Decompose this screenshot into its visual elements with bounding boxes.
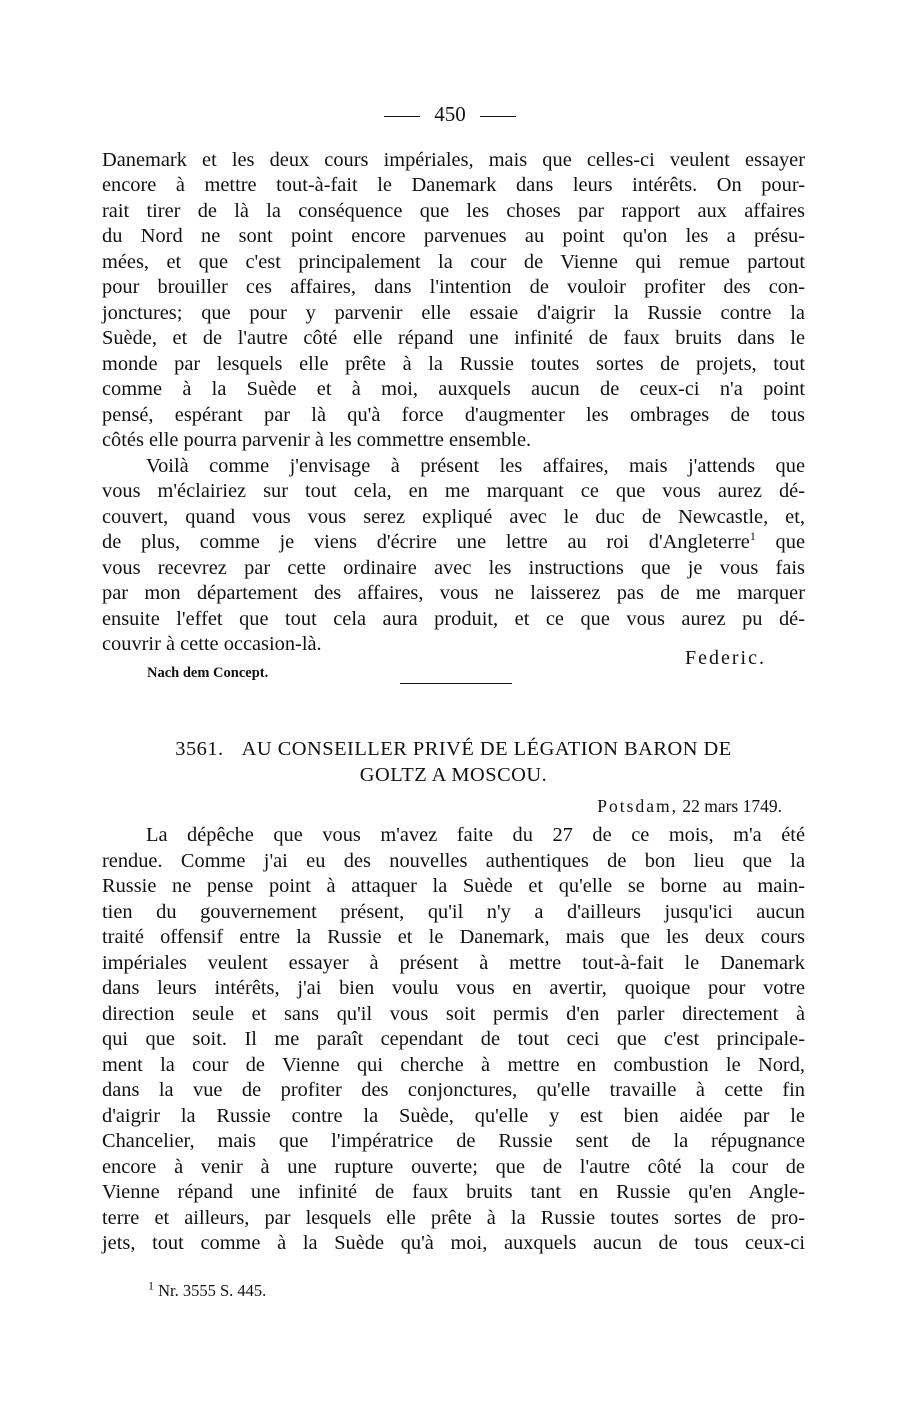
body-line: Russie ne pense point à attaquer la Suède et qu'elle se borne au main- bbox=[102, 875, 805, 897]
body-line: impériales veulent essayer à présent à mettre tout-à-fait le Danemark bbox=[102, 952, 805, 974]
page-number: 450 bbox=[434, 102, 466, 126]
body-line: dans la vue de profiter des conjonctures, qu'elle travaille à cette fin bbox=[102, 1079, 805, 1101]
dateline-place: Potsdam, bbox=[597, 796, 678, 816]
body-line: du Nord ne sont point encore parvenues au point qu'on les a présu- bbox=[102, 225, 805, 247]
body-line: Danemark et les deux cours impériales, mais que celles-ci veulent essayer bbox=[102, 149, 805, 171]
body-line-with-footnote-ref bbox=[102, 530, 805, 556]
body-line: qui que soit. Il me paraît cependant de tout ceci que c'est principale- bbox=[102, 1028, 805, 1050]
footnote-reference: 1 bbox=[749, 529, 756, 544]
body-line: côtés elle pourra parvenir à les commettre ensemble. bbox=[102, 429, 532, 451]
body-line: par mon département des affaires, vous ne laisserez pas de me marquer bbox=[102, 582, 805, 604]
body-line: traité offensif entre la Russie et le Danemark, mais que les deux cours bbox=[102, 926, 805, 948]
letter-heading-line1: AU CONSEILLER PRIVÉ DE LÉGATION BARON DE bbox=[241, 738, 732, 760]
body-line: mées, et que c'est principalement la cour de Vienne qui remue partout bbox=[102, 251, 805, 273]
body-line: rendue. Comme j'ai eu des nouvelles authentiques de bon lieu que la bbox=[102, 850, 805, 872]
footnote bbox=[148, 1278, 267, 1301]
body-line-text: que bbox=[755, 531, 806, 553]
section-divider bbox=[400, 683, 512, 684]
body-line: La dépêche que vous m'avez faite du 27 de ce mois, m'a été bbox=[146, 824, 805, 846]
letter-heading bbox=[102, 736, 805, 762]
source-note: Nach dem Concept. bbox=[147, 665, 269, 681]
body-line: jonctures; que pour y parvenir elle essaie d'aigrir la Russie contre la bbox=[102, 302, 805, 324]
header-dash-right bbox=[480, 116, 516, 117]
body-line-text: de plus, comme je viens d'écrire une lettre au roi d'Angleterre bbox=[102, 531, 750, 553]
body-line: encore à venir à une rupture ouverte; que de l'autre côté la cour de bbox=[102, 1156, 805, 1178]
body-line: vous recevrez par cette ordinaire avec les instructions que je vous fais bbox=[102, 557, 805, 579]
page-header bbox=[0, 100, 900, 128]
body-line: ensuite l'effet que tout cela aura produit, et ce que vous aurez pu dé- bbox=[102, 608, 805, 630]
letter-number: 3561. bbox=[175, 738, 224, 760]
body-line: comme à la Suède et à moi, auxquels aucun de ceux-ci n'a point bbox=[102, 378, 805, 400]
body-line: direction seule et sans qu'il vous soit permis d'en parler directement à bbox=[102, 1003, 805, 1025]
body-line: pour brouiller ces affaires, dans l'intention de vouloir profiter des con- bbox=[102, 276, 805, 298]
body-line: monde par lesquels elle prête à la Russie toutes sortes de projets, tout bbox=[102, 353, 805, 375]
body-line: couvrir à cette occasion-là. bbox=[102, 633, 322, 655]
body-line: Vienne répand une infinité de faux bruits tant en Russie qu'en Angle- bbox=[102, 1181, 805, 1203]
body-line: couvert, quand vous vous serez expliqué avec le duc de Newcastle, et, bbox=[102, 506, 805, 528]
body-line: Chancelier, mais que l'impératrice de Russie sent de la répugnance bbox=[102, 1130, 805, 1152]
body-line: terre et ailleurs, par lesquels elle prête à la Russie toutes sortes de pro- bbox=[102, 1207, 805, 1229]
body-line: dans leurs intérêts, j'ai bien voulu vous en avertir, quoique pour votre bbox=[102, 977, 805, 999]
body-line: pensé, espérant par là qu'à force d'augmenter les ombrages de tous bbox=[102, 404, 805, 426]
body-line: rait tirer de là la conséquence que les choses par rapport aux affaires bbox=[102, 200, 805, 222]
body-line: ment la cour de Vienne qui cherche à mettre en combustion le Nord, bbox=[102, 1054, 805, 1076]
footnote-text: Nr. 3555 S. 445. bbox=[158, 1281, 267, 1300]
dateline-date: 22 mars 1749. bbox=[677, 796, 782, 816]
letter-heading-line2: GOLTZ A MOSCOU. bbox=[359, 764, 548, 786]
body-line: Voilà comme j'envisage à présent les affaires, mais j'attends que bbox=[146, 455, 805, 477]
body-line: vous m'éclairiez sur tout cela, en me marquant ce que vous aurez dé- bbox=[102, 480, 805, 502]
header-dash-left bbox=[384, 116, 420, 117]
body-line: tien du gouvernement présent, qu'il n'y a d'ailleurs jusqu'ici aucun bbox=[102, 901, 805, 923]
body-line: encore à mettre tout-à-fait le Danemark dans leurs intérêts. On pour- bbox=[102, 174, 805, 196]
dateline bbox=[597, 796, 782, 817]
footnote-marker: 1 bbox=[148, 1278, 154, 1293]
body-line: d'aigrir la Russie contre la Suède, qu'elle y est bien aidée par le bbox=[102, 1105, 805, 1127]
body-line: Suède, et de l'autre côté elle répand une infinité de faux bruits dans le bbox=[102, 327, 805, 349]
body-line: jets, tout comme à la Suède qu'à moi, auxquels aucun de tous ceux-ci bbox=[102, 1232, 805, 1254]
signature: Federic. bbox=[685, 647, 766, 669]
